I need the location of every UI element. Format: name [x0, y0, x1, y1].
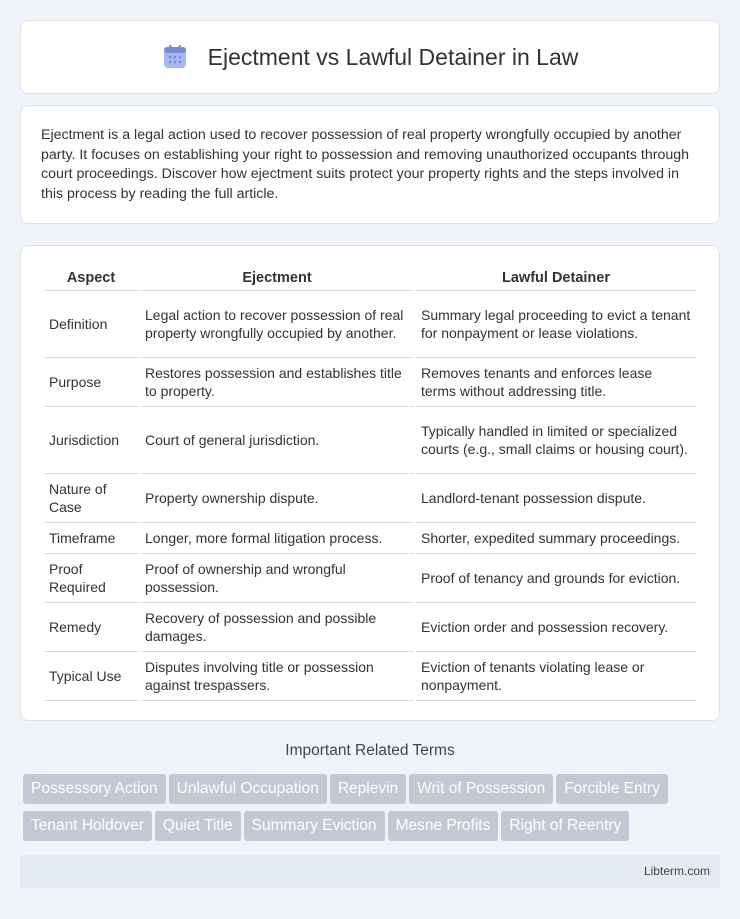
row-lawful-detainer: Eviction of tenants violating lease or nonpayment.	[416, 652, 696, 701]
row-aspect: Proof Required	[44, 554, 138, 603]
row-ejectment: Court of general jurisdiction.	[140, 407, 414, 474]
table-row	[44, 603, 696, 652]
table-row	[44, 407, 696, 474]
row-aspect: Nature of Case	[44, 474, 138, 523]
term-tag[interactable]: Possessory Action	[23, 774, 166, 804]
header-aspect: Aspect	[44, 266, 138, 291]
footer-site-link[interactable]: Libterm.com	[643, 864, 710, 878]
header-ejectment: Ejectment	[140, 266, 414, 291]
page-title: Ejectment vs Lawful Detainer in Law	[207, 43, 579, 70]
term-tag[interactable]: Tenant Holdover	[23, 811, 152, 841]
row-aspect: Remedy	[44, 603, 138, 652]
table-row	[44, 474, 696, 523]
comparison-table-card	[20, 245, 720, 721]
comparison-table	[42, 266, 698, 701]
table-row	[44, 358, 696, 407]
term-tag[interactable]: Summary Eviction	[244, 811, 385, 841]
row-aspect: Jurisdiction	[44, 407, 138, 474]
row-ejectment: Property ownership dispute.	[140, 474, 414, 523]
intro-text: Ejectment is a legal action used to recover possession of real property wrongfully occupied by another party. It focuses on establishing your right to possession and removing unauthorized occupants through court proceedings. Discover how ejectment suits protect your property rights and the steps involved in this process by reading the full article.	[41, 127, 690, 202]
related-terms-list	[23, 774, 723, 848]
term-tag[interactable]: Right of Reentry	[501, 811, 629, 841]
term-tag[interactable]: Writ of Possession	[409, 774, 553, 804]
term-tag[interactable]: Mesne Profits	[388, 811, 499, 841]
row-aspect: Typical Use	[44, 652, 138, 701]
intro-card	[20, 105, 720, 224]
row-aspect: Definition	[44, 291, 138, 358]
row-ejectment: Recovery of possession and possible damages.	[140, 603, 414, 652]
row-lawful-detainer: Typically handled in limited or specialized courts (e.g., small claims or housing court).	[416, 407, 696, 474]
term-tag[interactable]: Forcible Entry	[556, 774, 668, 804]
table-row	[44, 652, 696, 701]
table-row	[44, 291, 696, 358]
row-lawful-detainer: Landlord-tenant possession dispute.	[416, 474, 696, 523]
table-row	[44, 523, 696, 554]
related-terms-title: Important Related Terms	[285, 742, 455, 759]
row-ejectment: Disputes involving title or possession against trespassers.	[140, 652, 414, 701]
row-aspect: Timeframe	[44, 523, 138, 554]
row-ejectment: Longer, more formal litigation process.	[140, 523, 414, 554]
calendar-icon	[162, 44, 188, 70]
header-lawful-detainer: Lawful Detainer	[416, 266, 696, 291]
term-tag[interactable]: Replevin	[330, 774, 406, 804]
row-aspect: Purpose	[44, 358, 138, 407]
header-card	[20, 20, 720, 94]
row-ejectment: Proof of ownership and wrongful possession.	[140, 554, 414, 603]
row-lawful-detainer: Shorter, expedited summary proceedings.	[416, 523, 696, 554]
table-row	[44, 554, 696, 603]
table-header-row	[44, 266, 696, 291]
term-tag[interactable]: Quiet Title	[155, 811, 241, 841]
footer	[20, 855, 720, 888]
row-ejectment: Legal action to recover possession of real property wrongfully occupied by another.	[140, 291, 414, 358]
row-lawful-detainer: Summary legal proceeding to evict a tenant for nonpayment or lease violations.	[416, 291, 696, 358]
row-lawful-detainer: Eviction order and possession recovery.	[416, 603, 696, 652]
row-lawful-detainer: Removes tenants and enforces lease terms without addressing title.	[416, 358, 696, 407]
row-ejectment: Restores possession and establishes title to property.	[140, 358, 414, 407]
row-lawful-detainer: Proof of tenancy and grounds for eviction.	[416, 554, 696, 603]
term-tag[interactable]: Unlawful Occupation	[169, 774, 327, 804]
